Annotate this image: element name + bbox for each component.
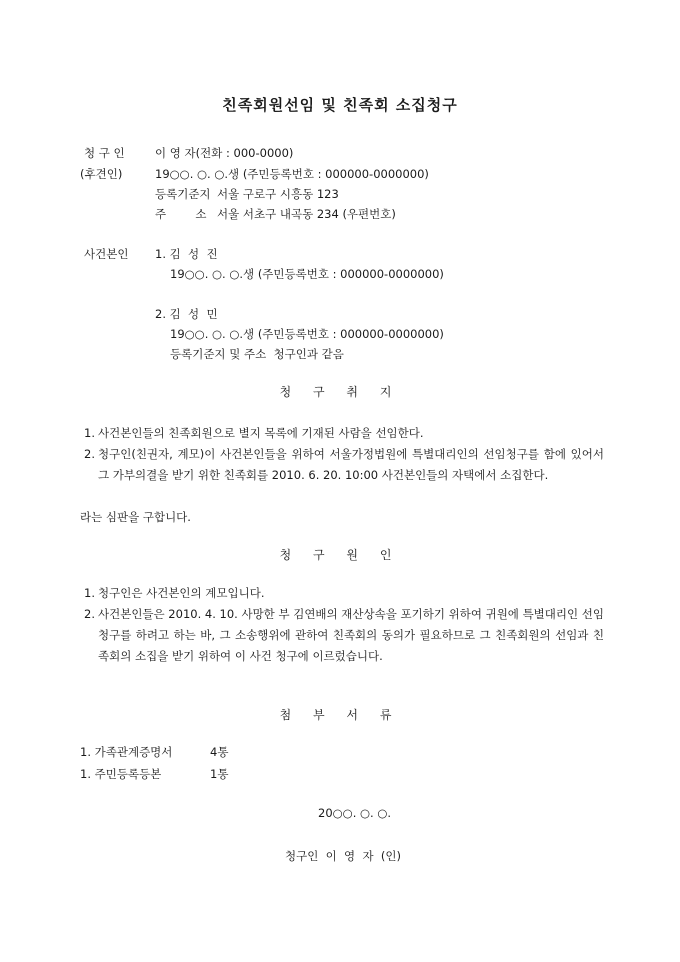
item-number: 2. [84, 447, 95, 461]
purpose-list [84, 423, 604, 486]
principal-2-birth: 19○○. ○. ○.생 (주민등록번호 : 000000-0000000) [170, 327, 444, 341]
item-text: 사건본인들은 2010. 4. 10. 사망한 부 김연배의 재산상속을 포기하기 위하여 귀원에 특별대리인 선임청구를 하려고 하는 바, 그 소송행위에 관하여 친족회의 동의가 필요하므로 그 친족회원의 선임과 친족회의 소집을 받기 위하여 이 사건 청구에 이르렀습니다. [98, 607, 604, 663]
list-item [84, 583, 604, 604]
attachment-item-count: 1통 [210, 767, 229, 781]
claimant-address-label: 주 소 [155, 207, 207, 221]
claimant-label: 청 구 인 [84, 146, 125, 160]
claimant-address-value: 서울 서초구 내곡동 234 (우편번호) [217, 207, 396, 221]
principal-2-registry: 등록기준지 및 주소 청구인과 같음 [170, 347, 344, 361]
attachment-item-name: 1. 주민등록등본 [80, 767, 162, 781]
attachment-item-count: 4통 [210, 745, 229, 759]
list-item [84, 423, 604, 444]
item-number: 1. [84, 586, 95, 600]
document-date: 20○○. ○. ○. [318, 806, 392, 820]
list-item [84, 604, 604, 667]
item-number: 1. [84, 426, 95, 440]
item-number: 2. [84, 607, 95, 621]
claimant-name: 이 영 자(전화 : 000-0000) [155, 146, 294, 160]
principal-2-name: 2. 김 성 민 [155, 307, 218, 321]
list-item [84, 444, 604, 486]
cause-list [84, 583, 604, 667]
claimant-birth: 19○○. ○. ○.생 (주민등록번호 : 000000-0000000) [155, 167, 429, 181]
cause-heading: 청 구 원 인 [279, 548, 401, 562]
claimant-registry-value: 서울 구로구 시흥동 123 [217, 187, 339, 201]
item-text: 사건본인들의 친족회원으로 별지 목록에 기재된 사람을 선임한다. [98, 426, 424, 440]
purpose-closing: 라는 심판을 구합니다. [80, 510, 191, 524]
principal-1-name: 1. 김 성 진 [155, 247, 218, 261]
purpose-heading: 청 구 취 지 [279, 385, 401, 399]
claimant-registry-label: 등록기준지 [155, 187, 211, 201]
signature-line: 청구인 이 영 자 (인) [285, 849, 401, 863]
item-text: 청구인(친권자, 계모)이 사건본인들을 위하여 서울가정법원에 특별대리인의 선임청구를 함에 있어서 그 가부의결을 받기 위한 친족회를 2010. 6. 20. 10:00 사건본인들의 자택에서 소집한다. [98, 447, 604, 482]
claimant-label-sub: (후견인) [80, 167, 123, 181]
attachment-item-name: 1. 가족관계증명서 [80, 745, 173, 759]
principals-label: 사건본인 [84, 247, 129, 261]
item-text: 청구인은 사건본인의 계모입니다. [98, 586, 265, 600]
principal-1-birth: 19○○. ○. ○.생 (주민등록번호 : 000000-0000000) [170, 267, 444, 281]
attachments-heading: 첨 부 서 류 [279, 708, 401, 722]
document-title: 친족회원선임 및 친족회 소집청구 [222, 96, 458, 114]
